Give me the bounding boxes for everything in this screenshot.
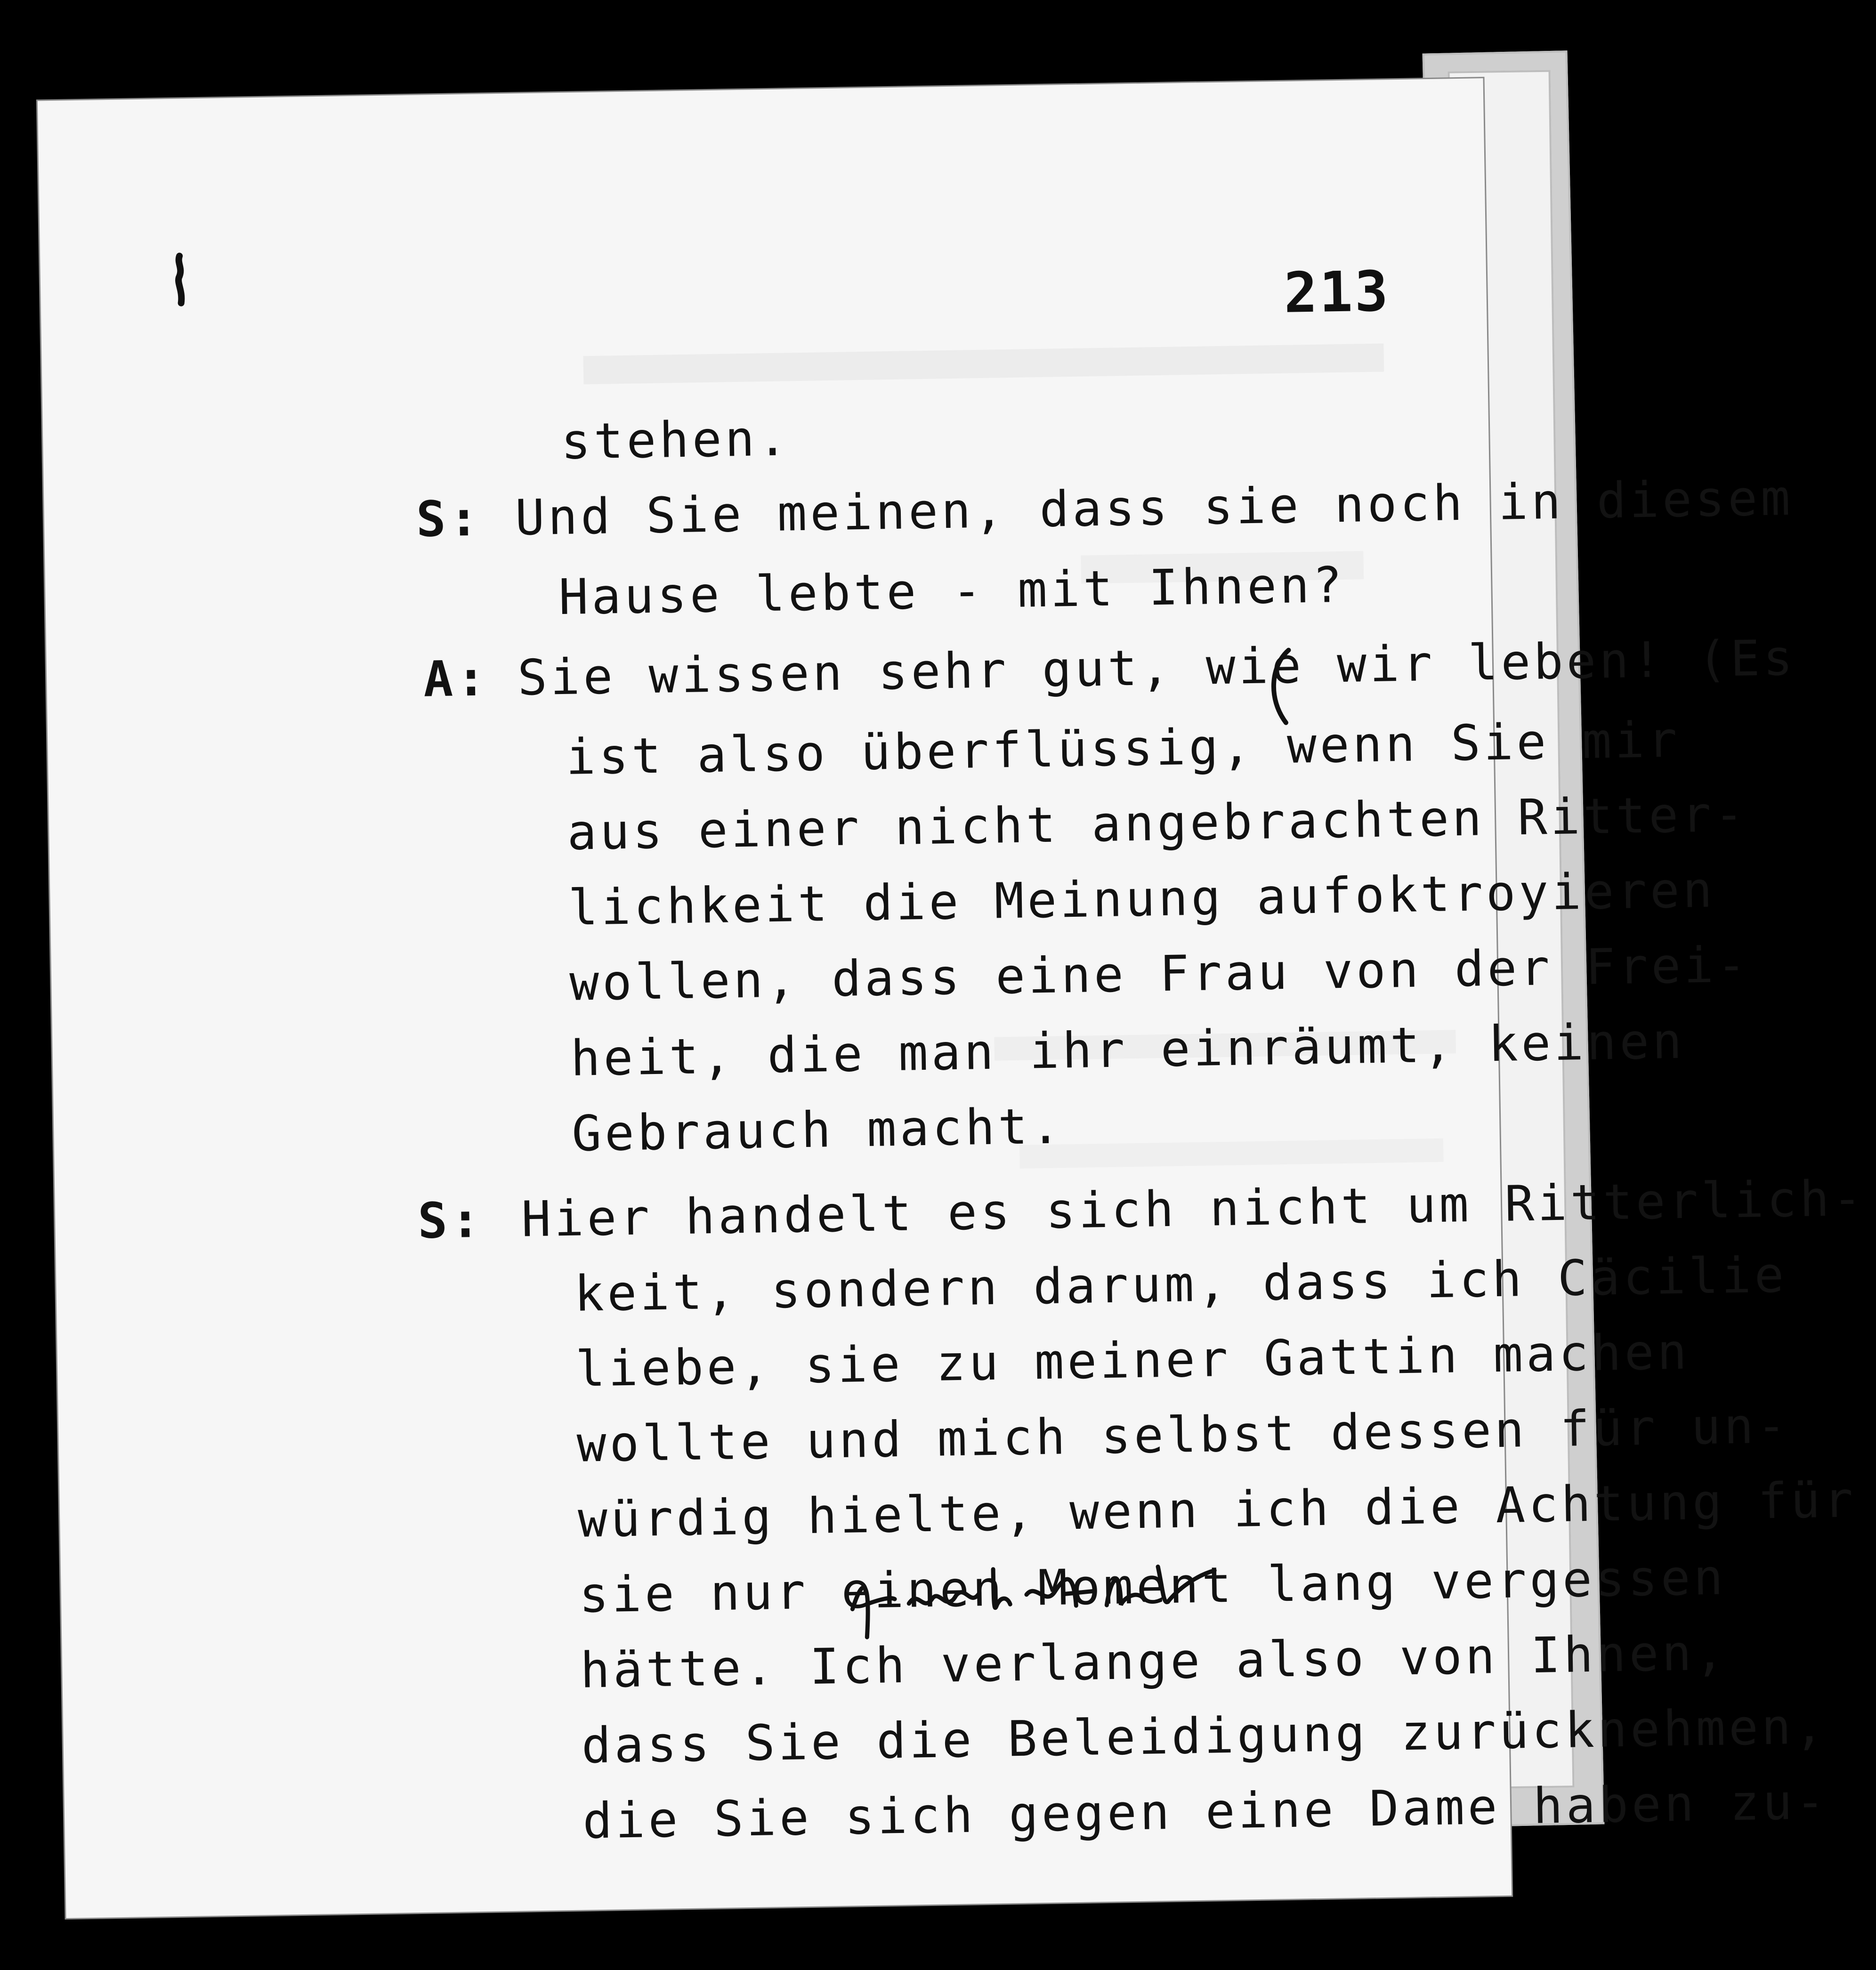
typescript-page	[38, 78, 1866, 1918]
transcript-line: hätte. Ich verlange also von Ihnen,	[580, 1623, 1728, 1699]
transcript-line: lichkeit die Meinung aufoktroyieren	[567, 861, 1716, 937]
transcript-line: würdig hielte, wenn ich die Achtung für	[577, 1471, 1857, 1549]
transcript-line: sie nur einen Moment lang vergessen	[578, 1548, 1727, 1624]
transcript-line: aus einer nicht angebrachten Ritter-	[566, 785, 1748, 861]
handwritten-bracket-mark	[1261, 646, 1295, 727]
speaker-label: S:	[417, 1191, 484, 1250]
transcript-line: die Sie sich gegen eine Dame haben zu-	[582, 1773, 1829, 1850]
transcript-line: liebe, sie zu meiner Gattin machen	[575, 1323, 1690, 1398]
transcript-line: wollen, dass eine Frau von der Frei-	[569, 936, 1750, 1012]
transcript-line: ist also überflüssig, wenn Sie mir	[565, 710, 1681, 786]
transcript-line: stehen.	[560, 409, 791, 470]
transcript-line: keit, sondern darum, dass ich Cäcilie	[574, 1246, 1788, 1323]
transcript-line: Hier handelt es sich nicht um Ritterlich-	[521, 1169, 1866, 1248]
speaker-label: A:	[423, 649, 490, 708]
handwritten-annotation	[838, 1547, 1235, 1647]
transcript-line: Hause lebte - mit Ihnen?	[558, 556, 1346, 626]
transcript-line: wollte und mich selbst dessen für un-	[576, 1397, 1790, 1473]
dialogue-transcript	[38, 78, 1866, 1918]
transcript-line: dass Sie die Beleidigung zurücknehmen,	[581, 1697, 1827, 1775]
transcript-line: Gebrauch macht.	[571, 1097, 1064, 1163]
transcript-line: Und Sie meinen, dass sie noch in diesem	[514, 468, 1794, 547]
transcript-line: Sie wissen sehr gut, wie wir leben! (Es	[517, 629, 1796, 707]
page-number: 213	[1283, 258, 1391, 325]
speaker-label: S:	[415, 489, 483, 548]
transcript-line: heit, die man ihr einräumt, keinen	[570, 1012, 1686, 1087]
